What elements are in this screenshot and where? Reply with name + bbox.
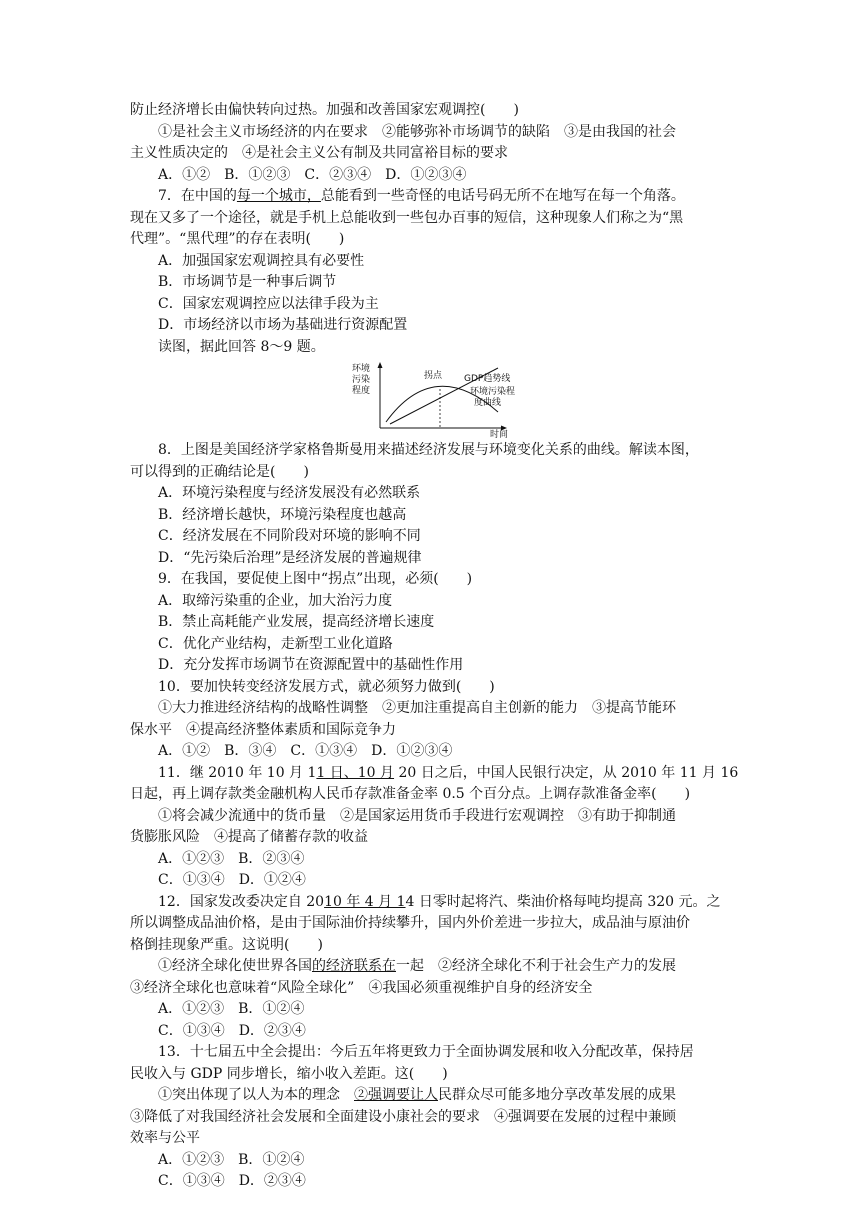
q12-stem-2: 所以调整成品油价格，是由于国际油价持续攀升，国内外价差进一步拉大，成品油与原油价 <box>130 915 690 931</box>
q9-option-b: B．禁止高耗能产业发展，提高经济增长速度 <box>158 614 435 630</box>
q12-statements-1a: ①经济全球化使世界各国 <box>158 958 312 974</box>
q9-option-d: D．充分发挥市场调节在资源配置中的基础性作用 <box>158 657 464 673</box>
q12-statements-1b: 一起 ②经济全球化不利于社会生产力的发展 <box>396 958 676 974</box>
q6-statements-2: 主义性质决定的 ④是社会主义公有制及共同富裕目标的要求 <box>130 145 508 161</box>
q11-statements-2: 货膨胀风险 ④提高了储蓄存款的收益 <box>130 829 368 845</box>
q11-options-1: A．①②③ B．②③④ <box>158 850 305 867</box>
environment-kuznets-figure <box>352 362 552 438</box>
q12-statements-1 <box>130 956 730 978</box>
q13-statements-2: ③降低了对我国经济社会发展和全面建设小康社会的要求 ④强调要在发展的过程中兼顾 <box>130 1108 676 1125</box>
q12-stem-3: 格倒挂现象严重。这说明( ) <box>130 936 323 953</box>
q12-options-1: A．①②③ B．①②④ <box>158 1001 305 1017</box>
q10-statements-2: 保水平 ④提高经济整体素质和国际竞争力 <box>130 721 396 738</box>
q6-options: A．①② B．①②③ C．②③④ D．①②③④ <box>158 166 467 183</box>
q7-stem-3: 代理”。“黑代理”的存在表明( ) <box>130 231 345 247</box>
q11-options-2: C．①③④ D．①②④ <box>158 872 306 888</box>
q9-option-c: C．优化产业结构，走新型工业化道路 <box>158 635 393 652</box>
q13-options-2: C．①③④ D．②③④ <box>158 1173 306 1189</box>
q12-options-2: C．①③④ D．②③④ <box>158 1022 306 1039</box>
q11-stem-1 <box>130 763 739 785</box>
q13-options-1: A．①②③ B．①②④ <box>158 1151 305 1168</box>
q7-stem-1a: 7．在中国的 <box>158 188 237 204</box>
q8-option-d: D．“先污染后治理”是经济发展的普遍规律 <box>158 549 422 566</box>
q7-option-b: B．市场调节是一种事后调节 <box>158 274 337 290</box>
q10-statements-1: ①大力推进经济结构的战略性调整 ②更加注重提高自主创新的能力 ③提高节能环 <box>158 700 676 716</box>
figure-pollution-label-2: 度曲线 <box>474 398 502 408</box>
q12-stem-1a: 12．国家发改委决定自 20 <box>158 893 325 910</box>
q11-statements-1: ①将会减少流通中的货币量 ②是国家运用货币手段进行宏观调控 ③有助于抑制通 <box>158 807 676 824</box>
q12-underline: 10 年 4 月 1 <box>324 893 406 910</box>
q13-stem-1: 13．十七届五中全会提出：今后五年将更致力于全面协调发展和收入分配改革，保持居 <box>158 1044 694 1060</box>
q7-option-c: C．国家宏观调控应以法律手段为主 <box>158 295 379 312</box>
q8-option-a: A．环境污染程度与经济发展没有必然联系 <box>158 485 421 501</box>
figure-ylabel-3: 程度 <box>352 386 371 396</box>
figure-turning-point-label: 拐点 <box>424 371 443 381</box>
q13-statements-underline: ②强调要让人 <box>354 1087 438 1103</box>
figure-gdp-label: GDP趋势线 <box>464 374 511 384</box>
figure-ylabel-1: 环境 <box>352 364 371 374</box>
q11-stem-1b: 20 日之后，中国人民银行决定，从 2010 年 11 月 16 <box>394 764 739 781</box>
q7-underline: 每一个城市， <box>236 188 321 204</box>
q7-stem-1 <box>130 186 730 208</box>
q6-continuation: 防止经济增长由偏快转向过热。加强和改善国家宏观调控( ) <box>130 102 519 118</box>
figure-xlabel: 时间 <box>490 430 509 438</box>
q8-stem-2: 可以得到的正确结论是( ) <box>130 463 309 480</box>
q9-stem: 9．在我国，要促使上图中“拐点”出现，必须( ) <box>158 571 473 587</box>
q8-option-c: C．经济发展在不同阶段对环境的影响不同 <box>158 528 421 544</box>
q7-option-d: D．市场经济以市场为基础进行资源配置 <box>158 317 408 333</box>
q10-options: A．①② B．③④ C．①③④ D．①②③④ <box>158 743 453 759</box>
q6-statements-1: ①是社会主义市场经济的内在要求 ②能够弥补市场调节的缺陷 ③是由我国的社会 <box>158 123 676 140</box>
figure-pollution-label-1: 环境污染程 <box>470 387 516 397</box>
q13-statements-1a: ①突出体现了以人为本的理念 <box>158 1087 354 1103</box>
q7-stem-1b: 总能看到一些奇怪的电话号码无所不在地写在每一个角落。 <box>320 188 685 204</box>
q9-option-a: A．取缔污染重的企业，加大治污力度 <box>158 592 393 609</box>
q11-stem-2: 日起，再上调存款类金融机构人民币存款准备金率 0.5 个百分点。上调存款准备金率( ) <box>130 786 691 802</box>
document-page <box>130 100 739 1193</box>
q13-statements-3: 效率与公平 <box>130 1130 200 1146</box>
q13-stem-2: 民收入与 GDP 同步增长，缩小收入差距。这( ) <box>130 1065 448 1082</box>
q7-stem-2: 现在又多了一个途径，就是手机上总能收到一些包办百事的短信，这种现象人们称之为“黑 <box>130 209 684 226</box>
figure-y-arrow <box>378 362 383 368</box>
q12-statements-2: ③经济全球化也意味着“风险全球化” ④我国必须重视维护自身的经济安全 <box>130 979 593 996</box>
q13-statements-1 <box>130 1085 730 1107</box>
q12-stem-1b: 4 日零时起将汽、柴油价格每吨均提高 320 元。之 <box>405 893 721 910</box>
figure-ylabel-2: 污染 <box>352 375 371 385</box>
q8-stem-1: 8．上图是美国经济学家格鲁斯曼用来描述经济发展与环境变化关系的曲线。解读本图， <box>158 442 699 458</box>
q8-option-b: B．经济增长越快，环境污染程度也越高 <box>158 506 407 523</box>
q12-stem-1 <box>130 892 730 914</box>
q11-stem-1a: 11．继 2010 年 10 月 1 <box>158 764 317 781</box>
q7-option-a: A．加强国家宏观调控具有必要性 <box>158 252 365 269</box>
q10-stem: 10．要加快转变经济发展方式，就必须努力做到( ) <box>158 678 495 695</box>
q11-underline: 1 日、10 月 <box>316 764 395 781</box>
q13-statements-1b: 民群众尽可能多地分享改革发展的成果 <box>438 1087 676 1103</box>
read-figure-instruction: 读图，据此回答 8～9 题。 <box>158 338 325 355</box>
q12-statements-underline: 的经济联系在 <box>312 958 396 974</box>
